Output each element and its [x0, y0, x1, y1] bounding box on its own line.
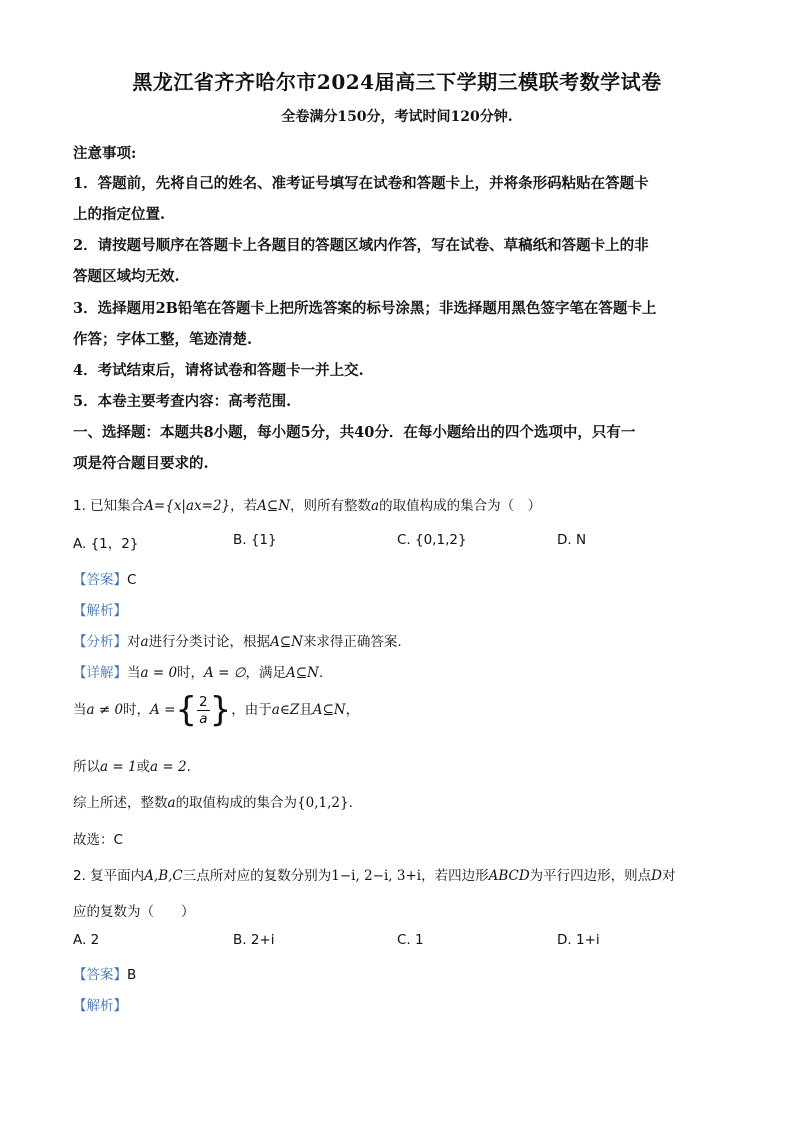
q1-choice: 故选：C	[73, 832, 123, 848]
note-line-1: 1．答题前，先将自己的姓名、准考证号填写在试卷和答题卡上，并将条形码粘贴在答题卡	[73, 175, 649, 192]
q1-option-b: B. {1}	[233, 532, 277, 548]
q1-analysis-tag: 【解析】	[73, 603, 127, 619]
q1-answer: 【答案】C	[73, 572, 137, 588]
notes-heading: 注意事项:	[73, 145, 137, 162]
note-line-6: 作答；字体工整，笔迹清楚.	[73, 331, 253, 348]
exam-subtitle: 全卷满分150分，考试时间120分钟.	[281, 109, 513, 125]
question-1-stem: 1. 已知集合A={x|ax=2}，若A⊆N，则所有整数a的取值构成的集合为（ ）	[73, 498, 542, 514]
q1-option-a: A. {1，2}	[73, 536, 139, 552]
question-2-stem: 2. 复平面内A,B,C三点所对应的复数分别为1−i, 2−i, 3+i，若四边形ABCD为平行四边形，则点D对	[73, 868, 676, 884]
q2-option-a: A. 2	[73, 932, 100, 948]
q1-summary: 综上所述，整数a的取值构成的集合为{0,1,2}.	[73, 795, 353, 811]
fraction: $\frac{2}{a}$	[199, 693, 208, 727]
q1-detail-3: 所以a = 1或a = 2.	[73, 759, 191, 775]
section-heading-line-2: 项是符合题目要求的.	[73, 455, 209, 472]
q1-fenxi: 【分析】对a进行分类讨论，根据A⊆N来求得正确答案.	[73, 634, 402, 650]
q2-analysis-tag: 【解析】	[73, 998, 127, 1014]
q1-option-c: C. {0,1,2}	[397, 532, 467, 548]
section-heading-line-1: 一、选择题：本题共8小题，每小题5分，共40分．在每小题给出的四个选项中，只有一	[73, 424, 636, 441]
left-brace: {	[175, 690, 198, 730]
q2-option-b: B. 2+i	[233, 932, 275, 948]
note-line-4: 答题区域均无效.	[73, 268, 180, 285]
q2-option-d: D. 1+i	[557, 932, 600, 948]
note-line-8: 5．本卷主要考查内容：高考范围.	[73, 393, 292, 410]
q2-answer: 【答案】B	[73, 967, 137, 983]
set-definition: A={x|ax=2}	[144, 498, 231, 514]
page-title: 黑龙江省齐齐哈尔市2024届高三下学期三模联考数学试卷	[132, 70, 662, 94]
question-2-stem-line-2: 应的复数为（ ）	[73, 904, 195, 920]
q2-option-c: C. 1	[397, 932, 424, 948]
q1-detail-1: 【详解】当a = 0时，A = ∅，满足A⊆N.	[73, 665, 324, 681]
note-line-7: 4．考试结束后，请将试卷和答题卡一并上交.	[73, 362, 364, 379]
note-line-2: 上的指定位置.	[73, 206, 166, 223]
note-line-3: 2．请按题号顺序在答题卡上各题目的答题区域内作答，写在试卷、草稿纸和答题卡上的非	[73, 237, 649, 254]
note-line-5: 3．选择题用2B铅笔在答题卡上把所选答案的标号涂黑；非选择题用黑色签字笔在答题卡上	[73, 300, 657, 317]
q1-detail-2: 当a ≠ 0时，A ={ $\frac{2}{a}$ }，由于a∈Z且A⊆N，	[73, 690, 360, 730]
right-brace: }	[209, 690, 232, 730]
q1-option-d: D. N	[557, 532, 587, 548]
